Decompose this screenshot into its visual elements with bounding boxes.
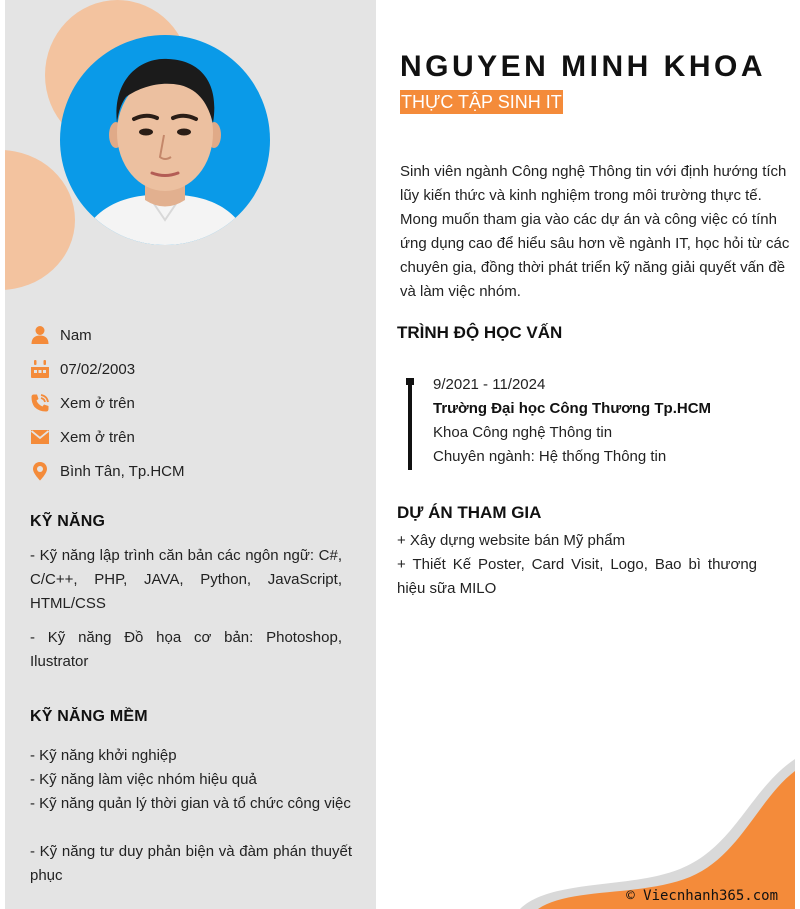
projects-list <box>397 529 757 601</box>
candidate-name: NGUYEN MINH KHOA <box>400 50 767 83</box>
skill-item: - Kỹ năng Đồ họa cơ bản: Photoshop, Ilustrator <box>30 629 342 670</box>
birthdate-text: 07/02/2003 <box>60 360 136 378</box>
education-heading: TRÌNH ĐỘ HỌC VẤN <box>397 323 563 342</box>
projects-heading: DỰ ÁN THAM GIA <box>397 503 542 522</box>
education-major: Chuyên ngành: Hệ thống Thông tin <box>433 448 667 465</box>
timeline-bar <box>408 378 412 470</box>
address-text: Bình Tân, Tp.HCM <box>60 462 185 480</box>
project-item: + Xây dựng website bán Mỹ phẩm <box>397 532 626 549</box>
skill-item: - Kỹ năng lập trình căn bản các ngôn ngữ: C#, C/C++, PHP, JAVA, Python, JavaScript, HTML/CSS <box>30 547 342 612</box>
copyright-text: © Viecnhanh365.com <box>626 888 778 904</box>
skills-heading: KỸ NĂNG <box>30 513 106 530</box>
education-school: Trường Đại học Công Thương Tp.HCM <box>433 400 712 417</box>
decorative-wave <box>520 759 795 909</box>
gender-text: Nam <box>60 326 92 344</box>
education-entry <box>433 373 711 469</box>
career-summary: Sinh viên ngành Công nghệ Thông tin với định hướng tích lũy kiến thức và kinh nghiệm trong môi trường thực tế. Mong muốn tham gia vào các dự án và công việc có tính ứng dụng cao để hiểu sâu hơn về ngành IT, học hỏi từ các chuyên gia, đồng thời phát triển kỹ năng giải quyết vấn đề và làm việc nhóm. <box>400 163 790 300</box>
project-item: + Thiết Kế Poster, Card Visit, Logo, Bao bì thương hiệu sữa MILO <box>397 556 757 597</box>
education-faculty: Khoa Công nghệ Thông tin <box>433 424 613 441</box>
soft-skill-item: - Kỹ năng quản lý thời gian và tổ chức công việc <box>30 795 351 812</box>
soft-skills-heading: KỸ NĂNG MỀM <box>30 708 148 725</box>
job-title: THỰC TẬP SINH IT <box>401 92 562 112</box>
phone-text: Xem ở trên <box>60 394 135 412</box>
education-period: 9/2021 - 11/2024 <box>433 376 546 393</box>
soft-skill-item: - Kỹ năng làm việc nhóm hiệu quả <box>30 771 257 788</box>
email-text: Xem ở trên <box>60 428 135 446</box>
soft-skill-item: - Kỹ năng khởi nghiệp <box>30 747 177 764</box>
soft-skill-item: - Kỹ năng tư duy phản biện và đàm phán thuyết phục <box>30 843 352 884</box>
